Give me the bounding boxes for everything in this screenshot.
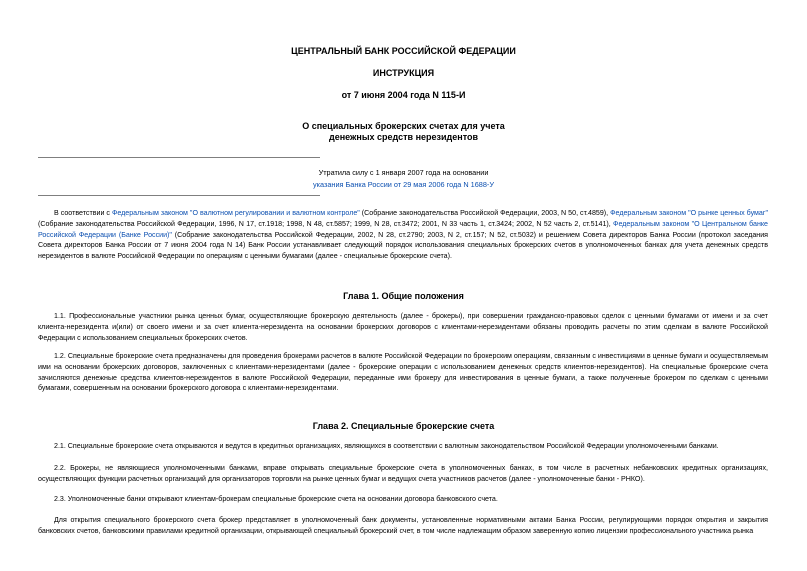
clause-2-3: 2.3. Уполномоченные банки открывают клиентам-брокерам специальные брокерские счета на основании договора банковского счета.: [54, 495, 498, 503]
law-link-central-bank[interactable]: Федеральным законом "О Центральном банке Российской Федерации (Банке России)": [38, 219, 768, 239]
clause-2-1: 2.1. Специальные брокерские счета открываются и ведутся в кредитных организациях, являющихся в соответствии с валютным законодательством Российской Федерации уполномоченными банками.: [54, 442, 719, 450]
doc-date-number: от 7 июня 2004 года N 115-И: [341, 90, 466, 100]
clause-2-2: 2.2. Брокеры, не являющиеся уполномоченными банками, вправе открывать специальные брокерские счета в уполномоченных банках, в том числе в расчетных небанковских кредитных организациях, осуществляющих функции расчетных организаций для организаторов торговли на рынке ценных бумаг и ведущих счета участников расчетов (далее - уполномоченные банки - РНКО).: [38, 464, 768, 483]
law-link-currency[interactable]: Федеральным законом "О валютном регулировании и валютном контроле": [111, 209, 360, 217]
law-link-securities[interactable]: Федеральным законом "О рынке ценных бумаг": [610, 209, 768, 217]
chapter2-title: Глава 2. Специальные брокерские счета: [312, 421, 495, 431]
preamble-text-2: (Собрание законодательства Российской Федерации, 2003, N 50, ст.4859),: [359, 209, 611, 217]
preamble-text-4: (Собрание законодательства Российской Федерации, 2002, N 28, ст.2790; 2003, N 2, ст.157; N 52, ст.5032) и решением Совета директоров Банка России (протокол заседания Совета директоров Банка России от 7 июня 2004 года N 14) Банк России устанавливает следующий порядок использования специальных брокерских счетов в уполномоченных банках для учета денежных средств нерезидентов в валюте Российской Федерации по операциям с ценными бумагами (далее - специальные брокерские счета).: [38, 230, 768, 261]
preamble-text-1: В соответствии с: [54, 209, 112, 217]
status-line: Утратила силу с 1 января 2007 года на основании: [318, 168, 489, 177]
bottom-divider: [38, 195, 320, 196]
clause-2-3-continued: Для открытия специального брокерского счета брокер представляет в уполномоченный банк документы, установленные нормативными актами Банка России, регулирующими порядок открытия и закрытия банковских счетов, банковскими правилами кредитной организации, открывающей специальный брокерский счет, в том числе надлежащим образом заверенную копию лицензии профессионального участника рынка: [38, 516, 768, 535]
chapter1-title: Глава 1. Общие положения: [343, 291, 464, 301]
doc-title-line2: денежных средств нерезидентов: [328, 132, 479, 142]
top-divider: [38, 157, 320, 158]
status-note: [0, 167, 807, 191]
repeal-link[interactable]: указания Банка России от 29 мая 2006 года N 1688-У: [313, 180, 494, 189]
doc-title-line1: О специальных брокерских счетах для учета: [302, 121, 505, 131]
doc-type-heading: ИНСТРУКЦИЯ: [372, 68, 435, 78]
clause-1-1: 1.1. Профессиональные участники рынка ценных бумаг, осуществляющие брокерскую деятельность (далее - брокеры), при совершении гражданско-правовых сделок с ценными бумагами от имени и за счет клиента-нерезидента и(или) от своего имени и за счет клиента-нерезидента на основании брокерских договоров с клиентами-нерезидентами обязаны проводить расчеты по этим сделкам в валюте Российской Федерации с использованием специальных брокерских счетов.: [38, 312, 768, 342]
clause-1-2: 1.2. Специальные брокерские счета предназначены для проведения брокерами расчетов в валюте Российской Федерации по брокерским операциям, связанным с инвестициями в ценные бумаги и осуществляемым ими на основании брокерских договоров, заключенных с клиентами-нерезидентами (далее - брокерские операции с использованием денежных средств клиентов-нерезидентов). На специальные брокерские счета зачисляются денежные средства клиентов-нерезидентов в валюте Российской Федерации, переданные ими брокеру для инвестирования в ценные бумаги, а также полученные брокером по сделкам с ценными бумагами, совершенным на основании брокерского договора с клиентами-нерезидентами.: [38, 352, 768, 393]
preamble-text-3: (Собрание законодательства Российской Федерации, 1996, N 17, ст.1918; 1998, N 48, ст.5857; 1999, N 28, ст.3472; 2001, N 33 часть 1, ст.3424; 2002, N 52 часть 2, ст.5141),: [38, 219, 614, 228]
preamble-paragraph: [38, 208, 768, 262]
issuer-heading: ЦЕНТРАЛЬНЫЙ БАНК РОССИЙСКОЙ ФЕДЕРАЦИИ: [291, 46, 516, 56]
